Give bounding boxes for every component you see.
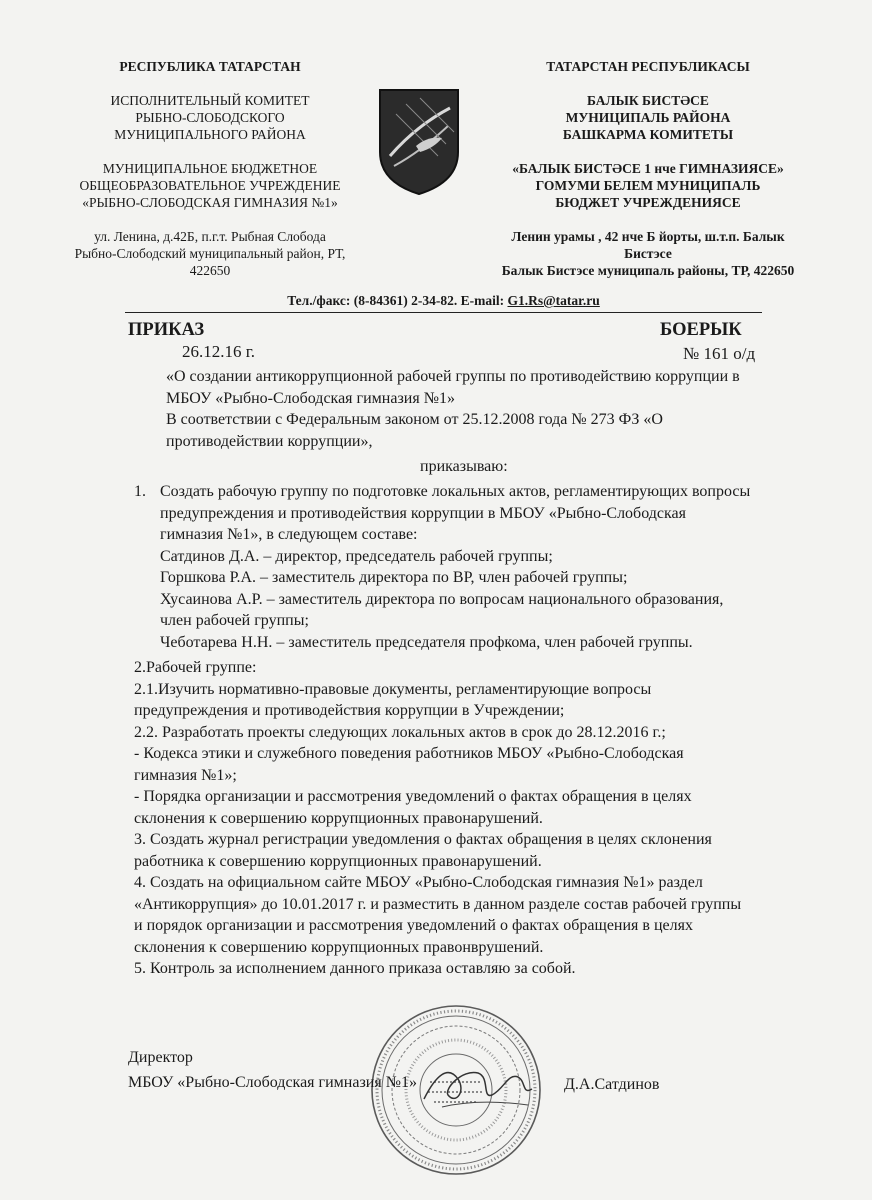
item3-line: 3. Создать журнал регистрации уведомления о фактах обращения в целях склонения: [134, 831, 712, 848]
member-line: член рабочей группы;: [160, 612, 309, 629]
left-address-line: ул. Ленина, д.42Б, п.г.т. Рыбная Слобода: [94, 229, 326, 244]
right-institution-line: БЮДЖЕТ УЧРЕЖДЕНИЯСЕ: [555, 195, 741, 210]
member-line: Хусаинова А.Р. – заместитель директора по вопросам национального образования,: [160, 590, 724, 608]
right-address-line: Балык Бистэсе муниципаль районы, ТР, 422650: [501, 263, 795, 278]
item1-line: предупреждения и противодействия коррупции в МБОУ «Рыбно-Слободская: [160, 504, 686, 522]
item4-line: склонения к совершению коррупционных правонврушений.: [134, 938, 544, 956]
item3-line: работника к совершению коррупционных правонарушений.: [134, 852, 542, 870]
order-number: № 161 о/д: [683, 344, 756, 363]
signature-position: Директор: [128, 1049, 193, 1066]
coat-of-arms-emblem: [376, 86, 462, 198]
item22a-line: гимназия №1»;: [134, 766, 237, 784]
item4-line: и порядок организации и рассмотрения уведомлений о фактах обращения в целях: [134, 917, 693, 934]
item22-line: 2.2. Разработать проекты следующих локальных актов в срок до 28.12.2016 г.;: [134, 723, 666, 741]
left-committee-line: РЫБНО-СЛОБОДСКОГО: [135, 110, 285, 125]
subject-line: МБОУ «Рыбно-Слободская гимназия №1»: [166, 389, 455, 407]
right-committee-line: БАЛЫК БИСТӘСЕ: [587, 93, 709, 108]
header-left: [60, 58, 360, 279]
right-republic: ТАТАРСТАН РЕСПУБЛИКАСЫ: [546, 59, 750, 74]
item21-line: предупреждения и противодействия коррупции в Учреждении;: [134, 702, 565, 719]
left-committee-line: МУНИЦИПАЛЬНОГО РАЙОНА: [114, 127, 306, 142]
left-address-line: Рыбно-Слободский муниципальный район, РТ,: [74, 246, 346, 261]
item22b-line: склонения к совершению коррупционных правонарушений.: [134, 809, 543, 827]
order-date: 26.12.16 г.: [182, 342, 256, 361]
contact-phone: Тел./факс: (8-84361) 2-34-82. E-mail:: [287, 293, 508, 308]
contact-email-link[interactable]: G1.Rs@tatar.ru: [507, 293, 600, 308]
item4-line: «Антикоррупция» до 10.01.2017 г. и разместить в данном разделе состав рабочей группы: [134, 895, 742, 913]
member-line: Чеботарева Н.Н. – заместитель председателя профкома, член рабочей группы.: [160, 633, 693, 651]
left-institution-line: «РЫБНО-СЛОБОДСКАЯ ГИМНАЗИЯ №1»: [82, 195, 338, 210]
item5-line: 5. Контроль за исполнением данного приказа оставляю за собой.: [134, 960, 576, 977]
item2-line: 2.Рабочей группе:: [134, 659, 257, 676]
left-committee-line: ИСПОЛНИТЕЛЬНЫЙ КОМИТЕТ: [110, 93, 310, 108]
header-divider: [125, 312, 762, 313]
item4-line: 4. Создать на официальном сайте МБОУ «Рыбно-Слободская гимназия №1» раздел: [134, 874, 703, 891]
signature-name: Д.А.Сатдинов: [564, 1076, 660, 1093]
right-address-line: Ленин урамы , 42 нче Б йорты, ш.т.п. Балык: [511, 229, 785, 244]
order-title-tt: БОЕРЫК: [660, 320, 742, 340]
left-institution-line: МУНИЦИПАЛЬНОЕ БЮДЖЕТНОЕ: [102, 161, 318, 176]
left-republic: РЕСПУБЛИКА ТАТАРСТАН: [119, 59, 301, 74]
right-committee-line: БАШКАРМА КОМИТЕТЫ: [562, 127, 734, 142]
item21-line: 2.1.Изучить нормативно-правовые документы, регламентирующие вопросы: [134, 680, 652, 698]
basis-line: противодействии коррупции»,: [166, 432, 373, 450]
item22b-line: - Порядка организации и рассмотрения уведомлений о фактах обращения в целях: [134, 788, 692, 805]
basis-line: В соответствии с Федеральным законом от 25.12.2008 года № 273 ФЗ «О: [166, 411, 663, 428]
handwritten-signature: [418, 1055, 538, 1115]
item1-block: [160, 481, 820, 653]
member-line: Сатдинов Д.А. – директор, председатель рабочей группы;: [160, 547, 553, 565]
item1-number: 1.: [134, 483, 146, 500]
item22a-line: - Кодекса этики и служебного поведения работников МБОУ «Рыбно-Слободская: [134, 745, 684, 762]
subject-line: «О создании антикоррупционной рабочей группы по противодействию коррупции в: [166, 368, 740, 385]
left-institution-line: ОБЩЕОБРАЗОВАТЕЛЬНОЕ УЧРЕЖДЕНИЕ: [79, 178, 341, 193]
contact-line: [125, 293, 762, 309]
member-line: Горшкова Р.А. – заместитель директора по ВР, член рабочей группы;: [160, 569, 628, 586]
right-institution-line: ГОМУМИ БЕЛЕМ МУНИЦИПАЛЬ: [535, 178, 761, 193]
items-block: [134, 657, 814, 980]
right-committee-line: МУНИЦИПАЛЬ РАЙОНА: [565, 110, 731, 125]
order-preamble: [166, 366, 806, 452]
right-address-line: Бистэсе: [624, 246, 672, 261]
order-word: приказываю:: [420, 458, 508, 475]
right-institution-line: «БАЛЫК БИСТӘСЕ 1 нче ГИМНАЗИЯСЕ»: [512, 161, 784, 176]
item1-line: гимназия №1», в следующем составе:: [160, 526, 418, 543]
left-address-line: 422650: [189, 263, 231, 278]
order-title-ru: ПРИКАЗ: [128, 320, 205, 340]
header-right: [498, 58, 798, 279]
item1-line: Создать рабочую группу по подготовке локальных актов, регламентирующих вопросы: [160, 483, 751, 500]
signature-org: МБОУ «Рыбно-Слободская гимназия №1»: [128, 1074, 417, 1091]
